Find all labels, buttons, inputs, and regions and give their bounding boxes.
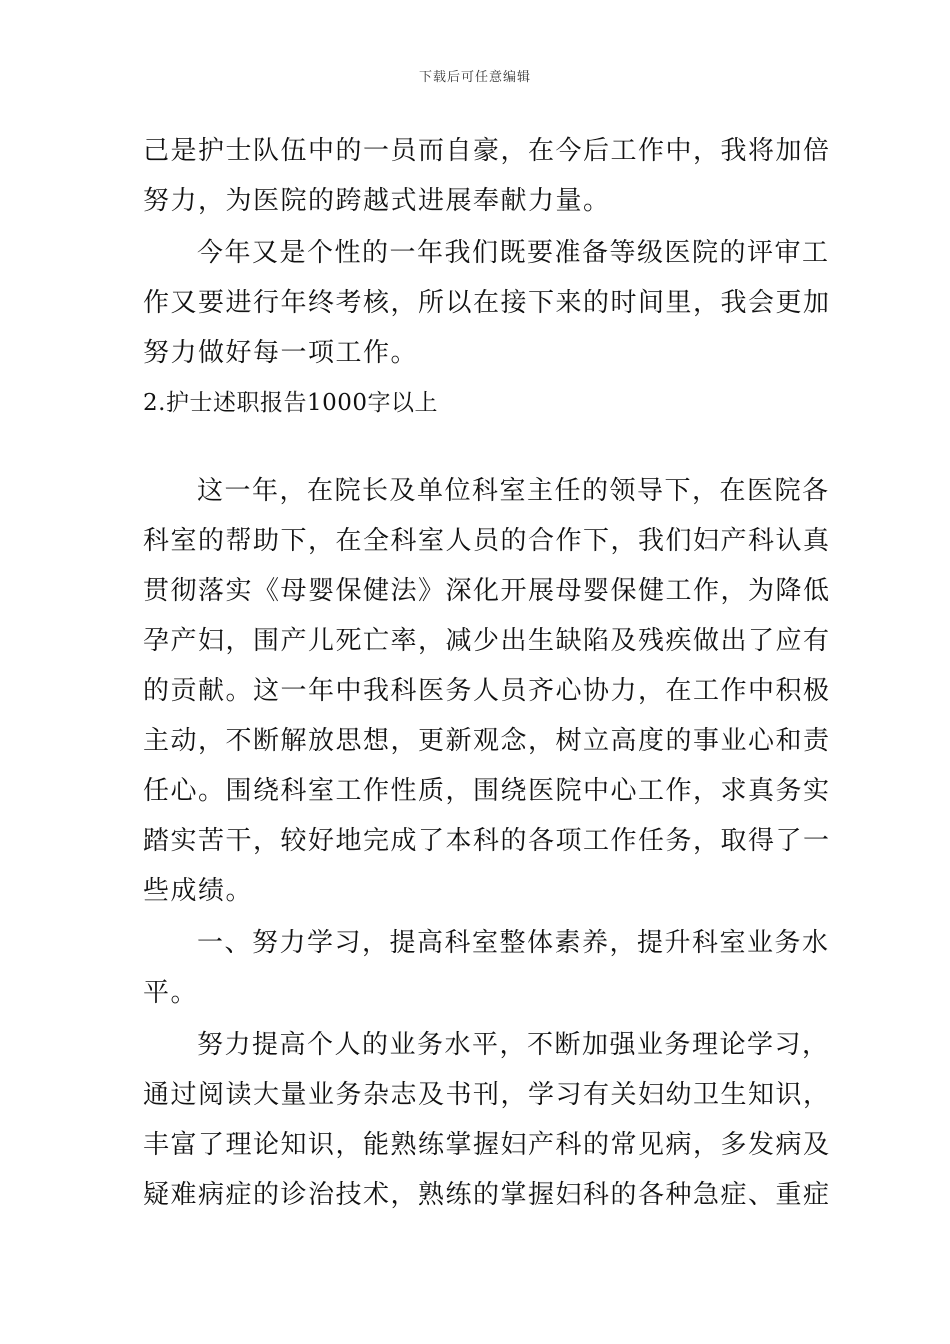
text-line: 的贡献。这一年中我科医务人员齐心协力，在工作中积极 [143, 676, 831, 706]
text-line: 作又要进行年终考核，所以在接下来的时间里，我会更加 [143, 288, 831, 318]
paragraph-this-year [143, 228, 831, 378]
text-line: 这一年，在院长及单位科室主任的领导下，在医院各 [197, 476, 830, 506]
paragraph-study [143, 1020, 831, 1220]
paragraph-intro [143, 466, 831, 916]
text-line: 平。 [143, 978, 199, 1008]
text-line: 疑难病症的诊治技术，熟练的掌握妇科的各种急症、重症 [143, 1180, 831, 1210]
text-line: 己是护士队伍中的一员而自豪，在今后工作中，我将加倍 [143, 136, 831, 166]
text-line: 任心。围绕科室工作性质，围绕医院中心工作，求真务实 [143, 776, 831, 806]
text-line: 科室的帮助下，在全科室人员的合作下，我们妇产科认真 [143, 526, 831, 556]
text-line: 丰富了理论知识，能熟练掌握妇产科的常见病，多发病及 [143, 1130, 831, 1160]
paragraph-closing [143, 126, 831, 226]
text-line: 孕产妇，围产儿死亡率，减少出生缺陷及残疾做出了应有 [143, 626, 831, 656]
paragraph-section-one [143, 918, 830, 1018]
page-header-note: 下载后可任意编辑 [418, 70, 531, 85]
text-line: 今年又是个性的一年我们既要准备等级医院的评审工 [197, 238, 830, 268]
text-line: 通过阅读大量业务杂志及书刊，学习有关妇幼卫生知识， [143, 1080, 831, 1110]
text-line: 一、努力学习，提高科室整体素养，提升科室业务水 [197, 928, 830, 958]
text-line: 努力，为医院的跨越式进展奉献力量。 [143, 186, 611, 216]
text-line: 努力提高个人的业务水平，不断加强业务理论学习， [197, 1030, 830, 1060]
text-line: 贯彻落实《母婴保健法》深化开展母婴保健工作，为降低 [143, 576, 831, 606]
text-line: 些成绩。 [143, 876, 254, 906]
heading-line: 2.护士述职报告1000字以上 [143, 390, 438, 416]
document-body [143, 126, 831, 1220]
text-line: 踏实苦干，较好地完成了本科的各项工作任务，取得了一 [143, 826, 831, 856]
section-heading [143, 378, 813, 428]
text-line: 主动，不断解放思想，更新观念，树立高度的事业心和责 [143, 726, 831, 756]
text-line: 努力做好每一项工作。 [143, 338, 419, 368]
